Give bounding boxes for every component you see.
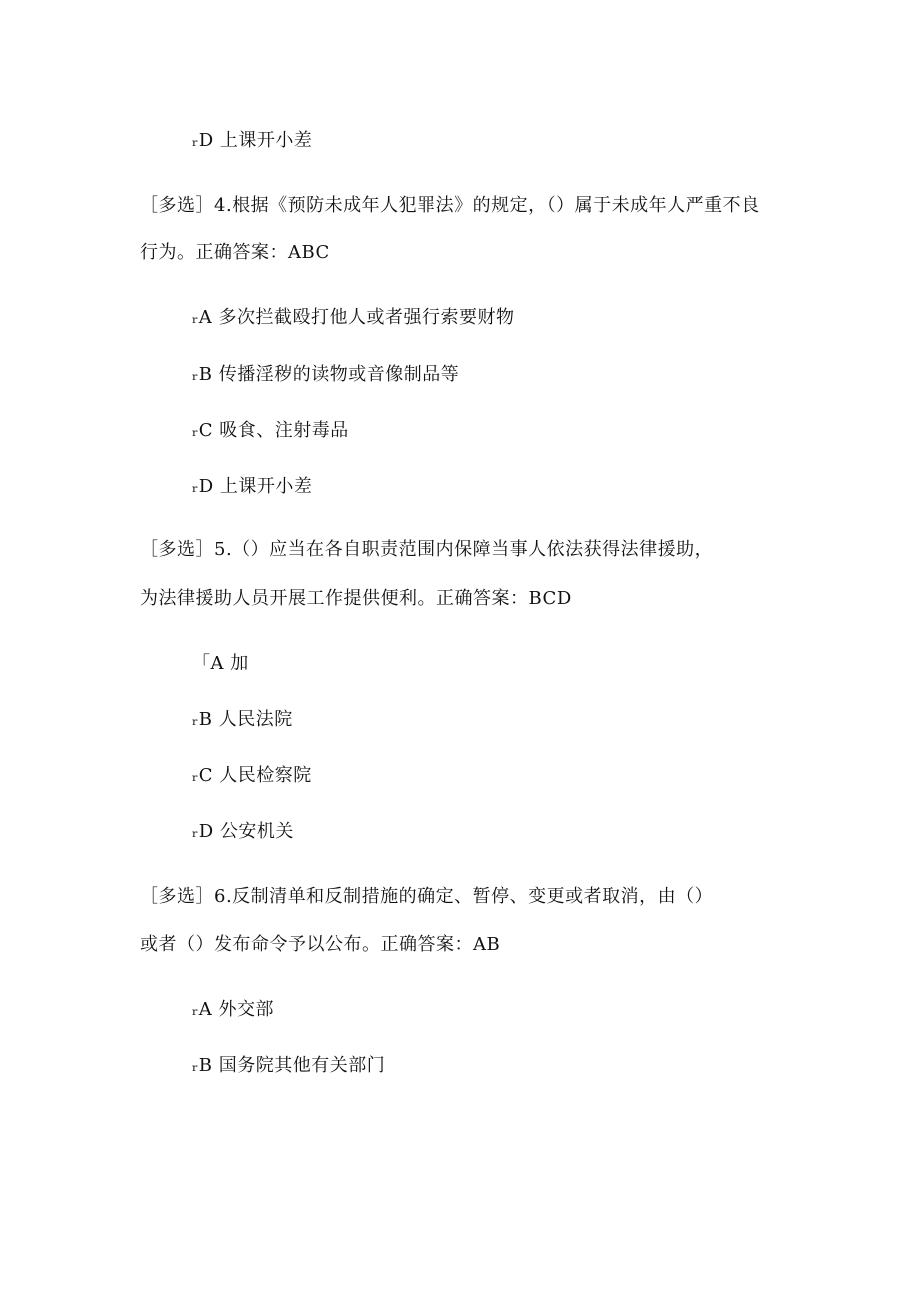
option-d-q5: ᵣD 公安机关 [192,821,294,842]
question-6-line-1: ［多选］6.反制清单和反制措施的确定、暂停、变更或者取消，由（） [140,886,714,907]
option-b-q4: ᵣB 传播淫秽的读物或音像制品等 [192,364,460,385]
option-d-q3: ᵣD 上课开小差 [192,130,313,151]
option-a-q4: ᵣA 多次拦截殴打他人或者强行索要财物 [192,307,515,328]
question-6-line-2: 或者（）发布命令予以公布。正确答案：AB [140,934,501,955]
option-a-q5: 「A 加 [192,653,249,674]
question-4-line-2: 行为。正确答案：ABC [140,242,330,263]
option-b-q5: ᵣB 人民法院 [192,709,293,730]
option-a-q6: ᵣA 外交部 [192,999,274,1020]
question-5-line-1: ［多选］5.（）应当在各自职责范围内保障当事人依法获得法律援助， [140,539,714,560]
question-5-line-2: 为法律援助人员开展工作提供便利。正确答案：BCD [140,588,572,609]
option-c-q4: ᵣC 吸食、注射毒品 [192,420,349,441]
option-b-q6: ᵣB 国务院其他有关部门 [192,1055,386,1076]
question-4-line-1: ［多选］4.根据《预防未成年人犯罪法》的规定，（）属于未成年人严重不良 [140,195,760,216]
option-d-q4: ᵣD 上课开小差 [192,476,313,497]
option-c-q5: ᵣC 人民检察院 [192,765,312,786]
